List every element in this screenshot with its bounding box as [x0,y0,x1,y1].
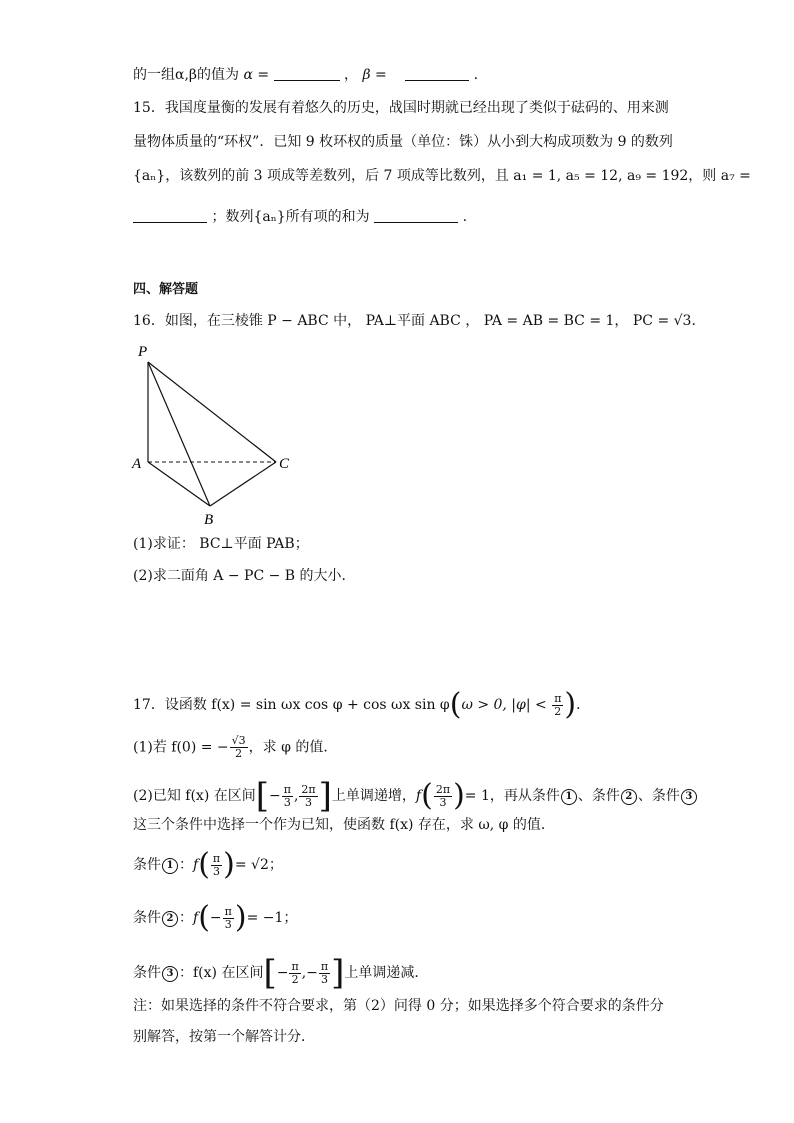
q15-line-2: 量物体质量的“环权”．已知 9 枚环权的质量（单位：铢）从小到大构成项数为 9 的数列 [133,134,673,150]
period: . [462,209,468,225]
denominator: 2 [554,704,562,718]
period: . [473,67,479,83]
condition-3-text: ：f(x) 在区间 [179,965,264,981]
numerator: π [283,782,291,796]
denominator: 3 [224,917,232,931]
q16-part1: (1)求证： BC⊥平面 PAB； [133,536,309,552]
condition-3 [133,953,429,993]
q15-line-1: 15．我国度量衡的发展有着悠久的历史，战国时期就已经出现了类似于砝码的、用来测 [133,100,669,116]
q17-p2-text: 上单调递增， [331,788,416,804]
condition-3-text-end: 上单调递减． [344,965,429,981]
frac-pi-over-3 [319,961,330,986]
denominator: 3 [213,864,221,878]
condition-label: 条件 [133,910,161,926]
numerator: 2π [435,782,451,796]
condition-label: 条件 [133,857,161,873]
circled-3: 3 [681,789,697,805]
numerator: π [212,851,221,865]
f-symbol: f [193,910,199,926]
numerator: π [320,959,329,973]
vertex-label-B: B [204,512,214,528]
paren-close: ) [453,778,465,813]
frac-pi-over-3 [282,784,293,809]
numerator: π [224,904,232,918]
frac-pi-over-3 [223,906,234,931]
minus: − [306,965,318,981]
condition-2 [133,900,298,935]
circled-1: 1 [561,789,577,805]
q17-domain: ω > 0, |φ| < [461,697,547,713]
condition-label: 条件 [133,965,161,981]
paren-open: ( [198,900,210,935]
denominator: 3 [320,972,328,986]
circled-3: 3 [162,966,178,982]
condition-1 [133,847,283,882]
frac-pi-over-3 [211,853,222,878]
enum-sep: 、条件 [577,788,620,804]
numerator: √3 [231,734,246,747]
note-line-1: 注：如果选择的条件不符合要求，第（2）问得 0 分；如果选择多个符合要求的条件分 [133,998,664,1014]
numerator: 2π [301,782,316,796]
q14-text: 的一组α,β的值为 [133,67,239,83]
comma: , [301,965,307,981]
circled-2: 2 [162,911,178,927]
circled-1: 1 [162,858,178,874]
paren-close: ) [234,900,247,935]
bracket-close: ] [318,776,332,816]
q17-function: 17．设函数 f(x) = sin ωx cos φ + cos ωx sin φ [133,697,450,713]
vertex-label-C: C [279,456,290,472]
minus: − [209,910,222,926]
bracket-close: ] [331,953,345,993]
pyramid-figure [128,340,298,530]
q14-answer-line [133,65,478,85]
q17-p1-text: (1)若 f(0) = − [133,739,229,756]
period: ． [576,697,591,713]
alpha-blank [274,66,340,81]
colon: ： [179,910,193,926]
denominator: 3 [305,795,313,809]
edge-BC [210,462,276,506]
frac-sqrt3-over-2 [230,735,248,760]
paren-open: ( [198,847,210,882]
q17-stem [133,687,591,722]
a7-blank [133,208,207,223]
minus: − [276,965,289,981]
numerator: π [291,959,299,973]
condition-2-body: = −1； [246,910,298,926]
enum-sep: 、条件 [637,788,680,804]
vertex-label-P: P [138,344,148,360]
q16-stem: 16．如图，在三棱锥 P − ABC 中， PA⊥平面 ABC ， PA = AB = BC = 1， PC = √3． [133,313,706,329]
frac-pi-over-2 [289,961,300,986]
denominator: 3 [283,795,291,809]
paren-close: ) [223,847,235,882]
colon: ： [179,857,193,873]
q15-sum-text: ；数列{aₙ}所有项的和为 [211,209,370,225]
alpha-label: α = [243,67,270,83]
frac-pi-over-2 [552,693,563,718]
f-symbol: f [415,788,422,804]
sum-blank [374,208,458,223]
frac-2pi-over-3 [434,784,452,809]
frac-2pi-over-3 [299,784,317,809]
beta-blank [405,66,469,81]
q17-part2 [133,776,698,816]
comma: , [293,788,299,804]
q17-p2-text: (2)已知 f(x) 在区间 [133,788,256,804]
q17-p1-text-end: ，求 φ 的值． [248,739,338,756]
q17-part2-line2: 这三个条件中选择一个作为已知，使函数 f(x) 存在，求 ω, φ 的值． [133,817,555,833]
denominator: 2 [291,972,299,986]
circled-2: 2 [621,789,637,805]
f-symbol: f [193,857,199,873]
note-line-2: 别解答，按第一个解答计分． [133,1029,315,1045]
numerator: π [554,691,562,705]
q17-part1 [133,735,337,760]
edge-PC [148,362,276,462]
q15-line-3: {aₙ}，该数列的前 3 项成等差数列，后 7 项成等比数列，且 a₁ = 1, a₅ = 12, a₉ = 192，则 a₇ = [133,168,751,184]
section-heading: 四、解答题 [133,282,199,297]
denominator: 2 [235,747,243,760]
vertex-label-A: A [132,456,142,472]
minus: − [269,788,281,804]
q15-line-4 [133,207,467,227]
separator: ， [344,67,358,83]
paren-close: ) [564,687,577,722]
q16-part2: (2)求二面角 A − PC − B 的大小． [133,568,356,584]
bracket-open: [ [255,776,269,816]
bracket-open: [ [263,953,277,993]
paren-open: ( [449,687,462,722]
q17-p2-text: = 1，再从条件 [464,788,560,804]
beta-label: β = [362,67,387,83]
condition-1-body: = √2； [234,857,283,873]
paren-open: ( [421,778,433,813]
denominator: 3 [439,795,447,809]
